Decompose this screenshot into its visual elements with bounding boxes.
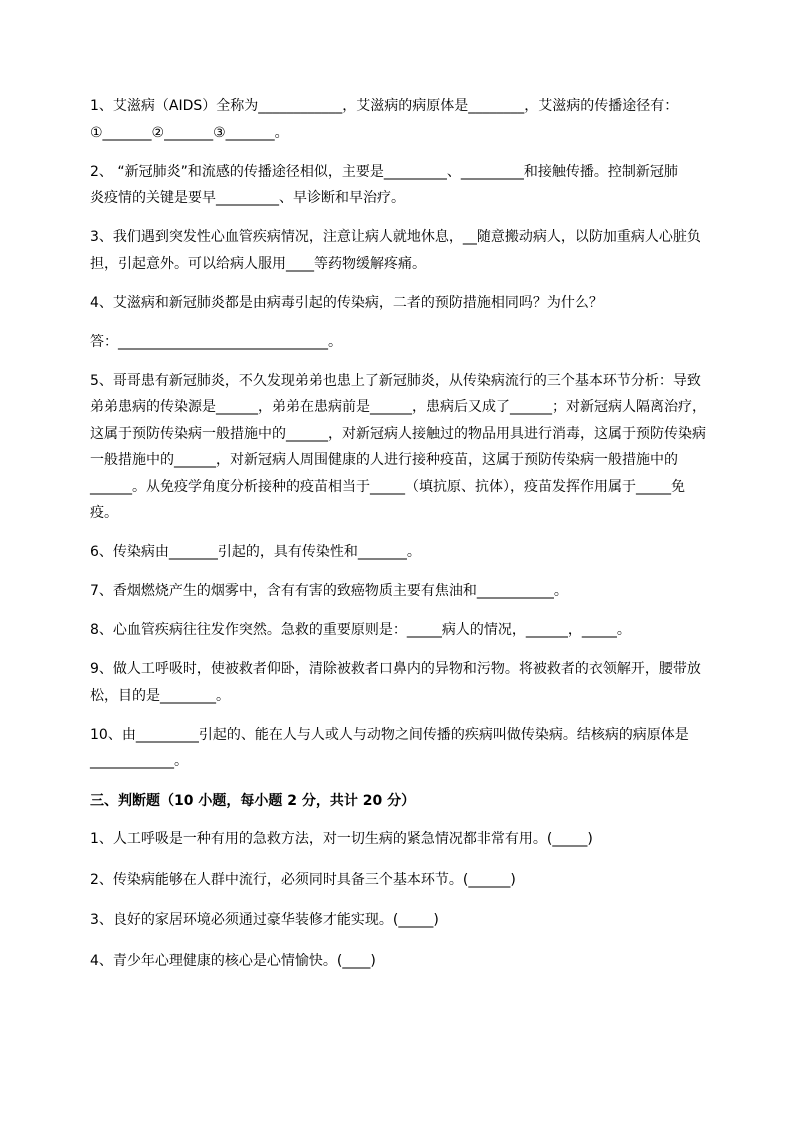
question-line: 松，目的是________。 [90, 687, 230, 704]
question-line: ①_______②_______③_______。 [90, 124, 289, 141]
judge-question-2: 2、传染病能够在人群中流行，必须同时具备三个基本环节。(______) [90, 871, 516, 888]
question-line: 炎疫情的关键是要早_________、早诊断和早治疗。 [90, 190, 405, 206]
question-line: 10、由_________引起的、能在人与人或人与动物之间传播的疾病叫做传染病。结核病的病原体是 [90, 726, 689, 743]
fill-question-8 [90, 617, 730, 644]
question-line: 疫。 [90, 505, 118, 521]
judge-question-3: 3、良好的家居环境必须通过豪华装修才能实现。(_____) [90, 912, 439, 928]
section-title: 三、判断题（10 小题，每小题 2 分，共计 20 分） [90, 792, 416, 809]
question-line: 答：______________________________。 [90, 333, 342, 350]
question-line: 1、艾滋病（AIDS）全称为____________，艾滋病的病原体是________，艾滋病的传播途径有： [90, 98, 679, 114]
question-line: 一般措施中的______，对新冠病人周围健康的人进行接种疫苗，这属于预防传染病一般措施中的 [90, 452, 678, 468]
question-line: 8、心血管疾病往往发作突然。急救的重要原则是：_____病人的情况，______，_____。 [90, 622, 631, 638]
fill-question-6 [90, 539, 730, 566]
fill-question-10 [90, 722, 730, 775]
fill-question-4 [90, 290, 730, 317]
question-line: 这属于预防传染病一般措施中的______，对新冠病人接触过的物品用具进行消毒，这属于预防传染病 [90, 425, 706, 442]
fill-question-3 [90, 224, 730, 277]
fill-question-7 [90, 578, 730, 605]
question-line: 7、香烟燃烧产生的烟雾中，含有有害的致癌物质主要有焦油和___________。 [90, 583, 568, 599]
judge-question-4: 4、青少年心理健康的核心是心情愉快。(____) [90, 952, 376, 969]
document-page [90, 93, 730, 988]
question-line: 担，引起意外。可以给病人服用____等药物缓解疼痛。 [90, 255, 426, 272]
question-line: ____________。 [90, 753, 188, 769]
fill-question-5 [90, 368, 730, 527]
question-line: 4、艾滋病和新冠肺炎都是由病毒引起的传染病，二者的预防措施相同吗？为什么？ [90, 294, 603, 311]
question-line: ______。从免疫学角度分析接种的疫苗相当于_____（填抗原、抗体），疫苗发挥作用属于_____免 [90, 478, 685, 495]
question-line: 3、我们遇到突发性心血管疾病情况，注意让病人就地休息，__随意搬动病人，以防加重病人心脏负 [90, 229, 701, 245]
question-line: 9、做人工呼吸时，使被救者仰卧，清除被救者口鼻内的异物和污物。将被救者的衣领解开，腰带放 [90, 661, 701, 677]
answer-line [90, 329, 730, 356]
fill-question-2 [90, 159, 730, 212]
question-line: 5、哥哥患有新冠肺炎，不久发现弟弟也患上了新冠肺炎，从传染病流行的三个基本环节分析：导致 [90, 372, 701, 389]
judge-question-1: 1、人工呼吸是一种有用的急救方法，对一切生病的紧急情况都非常有用。(_____) [90, 831, 593, 847]
fill-question-9 [90, 656, 730, 709]
fill-question-1 [90, 93, 730, 146]
question-line: 弟弟患病的传染源是______，弟弟在患病前是______，患病后又成了______；对新冠病人隔离治疗， [90, 399, 706, 415]
question-line: 2、 “新冠肺炎”和流感的传播途径相似，主要是_________、_________和接触传播。控制新冠肺 [90, 163, 678, 180]
question-line: 6、传染病由_______引起的，具有传染性和_______。 [90, 544, 421, 560]
